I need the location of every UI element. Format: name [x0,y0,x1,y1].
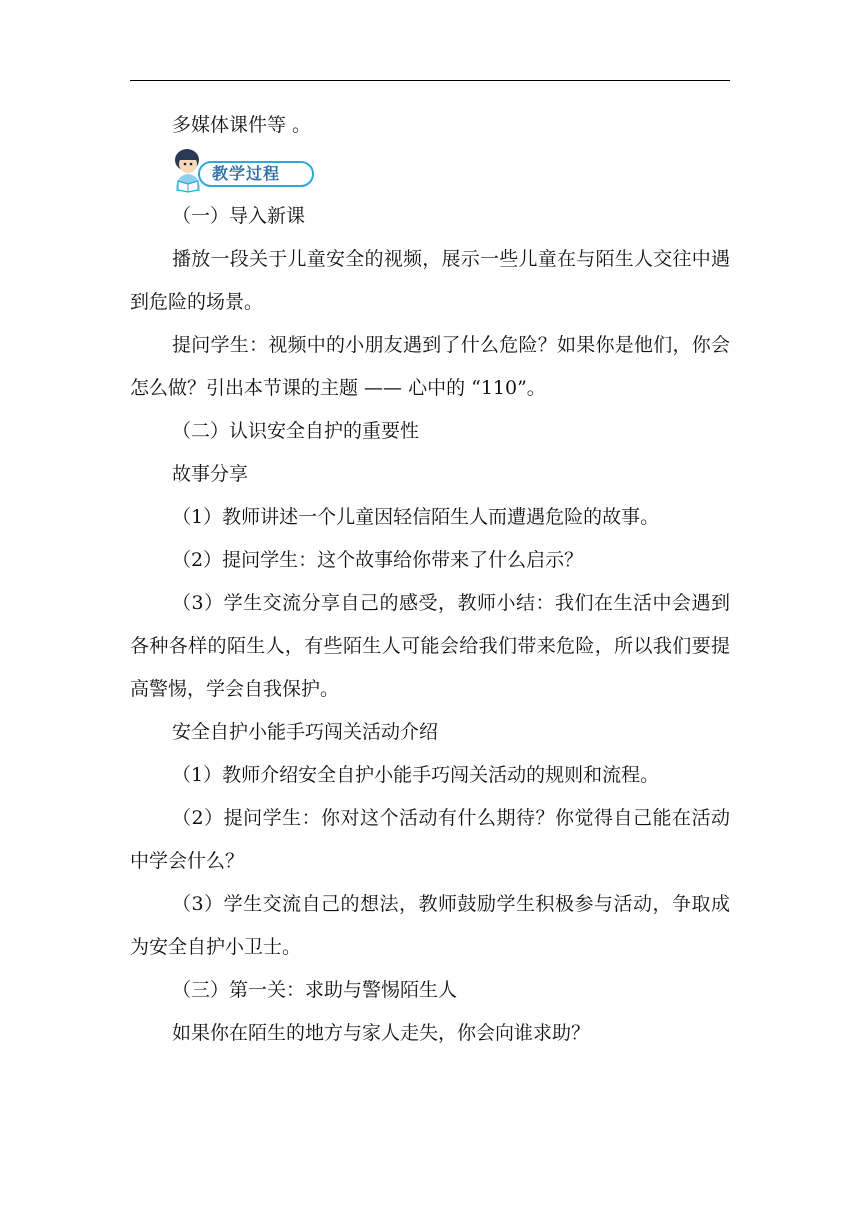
intro-line: 多媒体课件等 。 [172,114,312,136]
paragraph: （三）第一关：求助与警惕陌生人 [172,979,458,1001]
paragraph: （2）提问学生：这个故事给你带来了什么启示？ [172,549,584,571]
paragraph: 安全自护小能手巧闯关活动介绍 [172,721,439,743]
section-badge-label: 教学过程 [212,164,281,183]
paragraph: （一）导入新课 [172,205,306,227]
paragraph: 如果你在陌生的地方与家人走失，你会向谁求助？ [172,1022,591,1044]
paragraph: 播放一段关于儿童安全的视频，展示一些儿童在与陌生人交往中遇到危险的场景。 [130,248,730,313]
paragraph: （2）提问学生：你对这个活动有什么期待？你觉得自己能在活动中学会什么？ [130,807,730,872]
paragraph: （1）教师介绍安全自护小能手巧闯关活动的规则和流程。 [172,764,660,786]
paragraph: 提问学生：视频中的小朋友遇到了什么危险？如果你是他们，你会怎么做？引出本节课的主题 —— 心中的 “110”。 [130,334,730,399]
paragraph: 故事分享 [172,463,249,485]
header-rule [130,80,730,81]
paragraph: （1）教师讲述一个儿童因轻信陌生人而遭遇危险的故事。 [172,506,660,528]
paragraph: （二）认识安全自护的重要性 [172,420,420,442]
section-badge-teaching-process [170,147,330,195]
document-body [130,104,730,1055]
paragraph: （3）学生交流分享自己的感受，教师小结：我们在生活中会遇到各种各样的陌生人，有些陌生人可能会给我们带来危险，所以我们要提高警惕，学会自我保护。 [130,592,730,700]
paragraph: （3）学生交流自己的想法，教师鼓励学生积极参与活动，争取成为安全自护小卫士。 [130,893,730,958]
